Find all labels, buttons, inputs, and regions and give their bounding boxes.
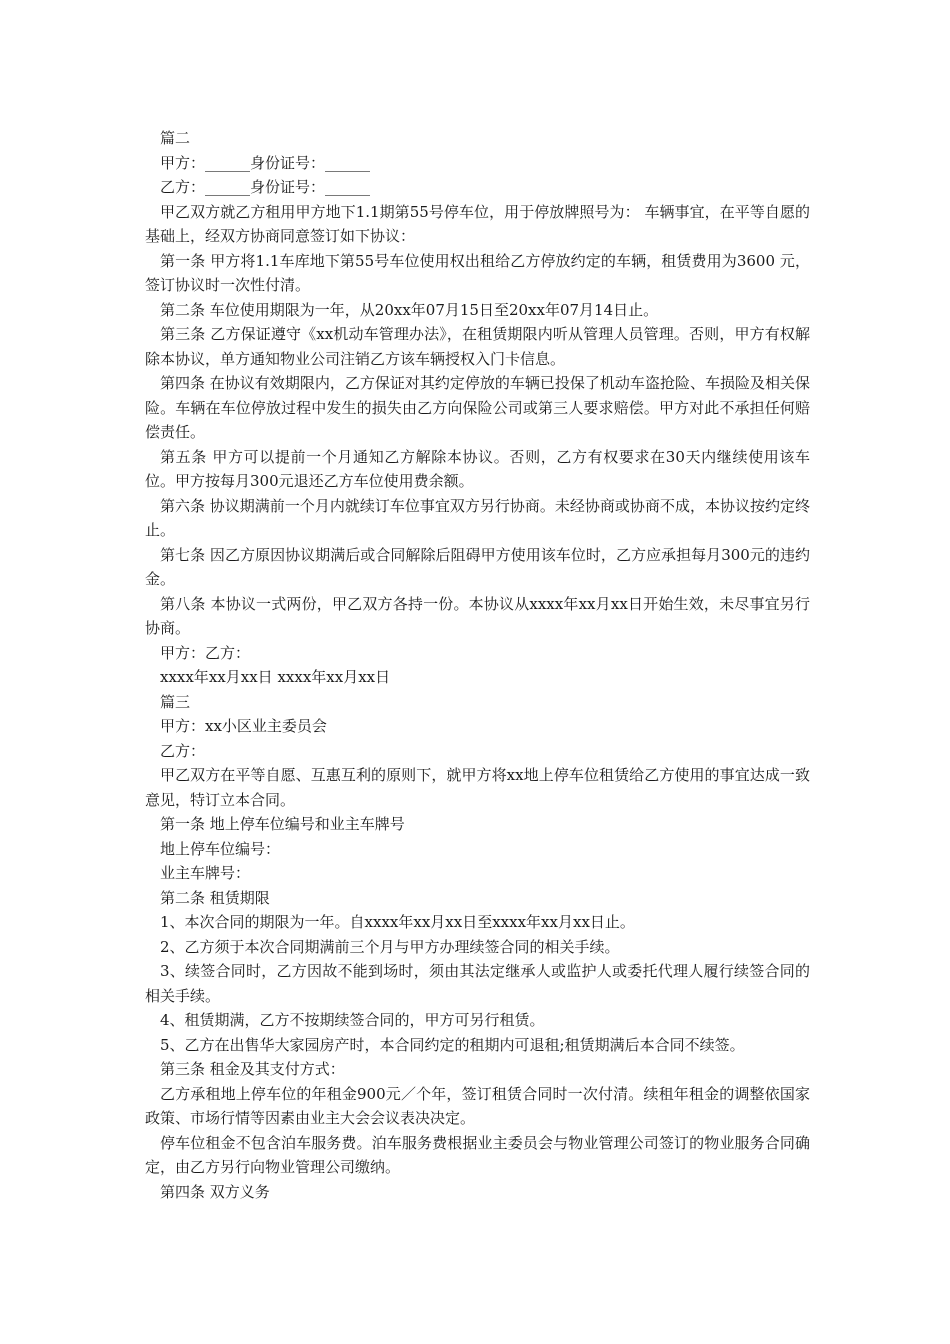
article-paragraph: 第二条 车位使用期限为一年，从20xx年07月15日至20xx年07月14日止。 <box>160 300 659 319</box>
party-a-line: 甲方：xx小区业主委员会 <box>160 717 327 735</box>
article-heading: 第四条 双方义务 <box>160 1182 270 1201</box>
field-line: 地上停车位编号： <box>160 839 281 858</box>
article-heading: 第三条 租金及其支付方式： <box>160 1060 345 1078</box>
intro-paragraph: 甲乙双方就乙方租用甲方地下1.1期第55号停车位，用于停放牌照号为： 车辆事宜，在平等自愿的基础上，经双方协商同意签订如下协议： <box>145 202 810 245</box>
article-paragraph: 第五条 甲方可以提前一个月通知乙方解除本协议。否则，乙方有权要求在30天内继续使用该车位。甲方按每月300元退还乙方车位使用费余额。 <box>145 447 810 490</box>
signature-parties: 甲方：乙方： <box>160 643 251 662</box>
list-item: 1、本次合同的期限为一年。自xxxx年xx月xx日至xxxx年xx月xx日止。 <box>160 913 635 931</box>
document-body <box>145 126 810 1204</box>
field-line: 业主车牌号： <box>160 864 251 882</box>
article-paragraph: 第三条 乙方保证遵守《xx机动车管理办法》，在租赁期限内听从管理人员管理。否则，甲方有权解除本协议，单方通知物业公司注销乙方该车辆授权入门卡信息。 <box>145 325 810 368</box>
article-paragraph: 乙方承租地上停车位的年租金900元／个年，签订租赁合同时一次付清。续租年租金的调整依国家政策、市场行情等因素由业主大会会议表决决定。 <box>145 1084 810 1127</box>
section-heading: 篇二 <box>160 129 191 147</box>
article-paragraph: 第七条 因乙方原因协议期满后或合同解除后阻碍甲方使用该车位时，乙方应承担每月300元的违约金。 <box>145 545 810 588</box>
article-paragraph: 停车位租金不包含泊车服务费。泊车服务费根据业主委员会与物业管理公司签订的物业服务合同确定，由乙方另行向物业管理公司缴纳。 <box>145 1133 810 1176</box>
section-heading: 篇三 <box>160 692 191 711</box>
party-b-line: 乙方： <box>160 741 206 760</box>
article-paragraph: 第一条 甲方将1.1车库地下第55号车位使用权出租给乙方停放约定的车辆，租赁费用为3600 元，签订协议时一次性付清。 <box>145 251 810 294</box>
list-item: 4、租赁期满，乙方不按期续签合同的，甲方可另行租赁。 <box>160 1011 545 1029</box>
list-item: 5、乙方在出售华大家园房产时，本合同约定的租期内可退租;租赁期满后本合同不续签。 <box>160 1035 745 1054</box>
list-item: 3、续签合同时，乙方因故不能到场时，须由其法定继承人或监护人或委托代理人履行续签合同的相关手续。 <box>145 962 810 1005</box>
intro-paragraph: 甲乙双方在平等自愿、互惠互利的原则下，就甲方将xx地上停车位租赁给乙方使用的事宜达成一致意见，特订立本合同。 <box>145 766 810 809</box>
party-a-line: 甲方：______身份证号：______ <box>160 153 371 172</box>
article-paragraph: 第八条 本协议一式两份，甲乙双方各持一份。本协议从xxxx年xx月xx日开始生效，未尽事宜另行协商。 <box>145 594 810 637</box>
article-heading: 第一条 地上停车位编号和业主车牌号 <box>160 815 405 833</box>
signature-dates: xxxx年xx月xx日 xxxx年xx月xx日 <box>160 668 391 686</box>
article-paragraph: 第四条 在协议有效期限内，乙方保证对其约定停放的车辆已投保了机动车盗抢险、车损险及相关保险。车辆在车位停放过程中发生的损失由乙方向保险公司或第三人要求赔偿。甲方对此不承担任何赔偿责任。 <box>145 374 810 441</box>
article-paragraph: 第六条 协议期满前一个月内就续订车位事宜双方另行协商。未经协商或协商不成，本协议按约定终止。 <box>145 496 810 539</box>
article-heading: 第二条 租赁期限 <box>160 888 270 907</box>
list-item: 2、乙方须于本次合同期满前三个月与甲方办理续签合同的相关手续。 <box>160 937 620 956</box>
party-b-line: 乙方：______身份证号：______ <box>160 178 371 196</box>
